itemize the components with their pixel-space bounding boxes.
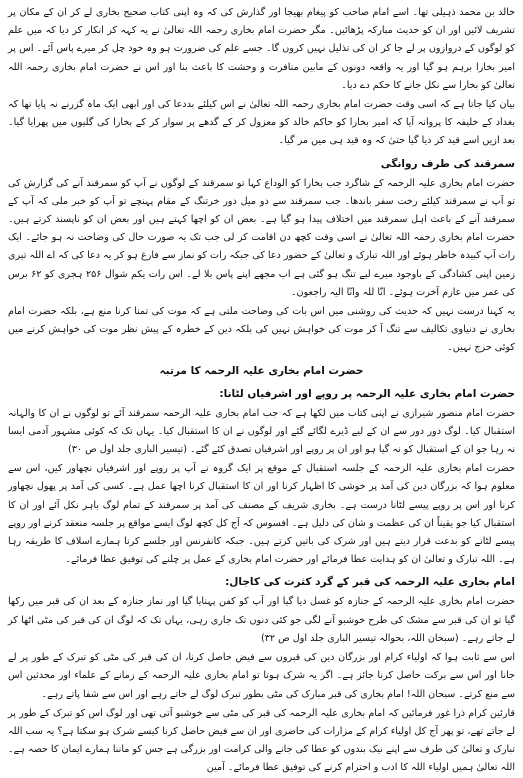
paragraph-6: حضرت امام بخاری علیہ الرحمہ کے جلسہ استقبال کے موقع پر ایک گروہ نے آپ پر روپے اور اشرفیاں نچھاور کیں، اس سے معلوم ہوا کہ بزرگان دین کی آمد پر خوشی کا اظہار کرنا اور ان کا استقبال کرنا اچھا عمل ہے۔ کسی کی آمد پر پھول نچھاور کرنا اور اس پر روپے پیسے لٹانا درست ہے۔ بخاری شریف کے مصنف کی آمد پر سمرقند کے تمام لوگ باہر نکل آئے اور ان کا استقبال کیا جو یقیناً ان کی عظمت و شان کی دلیل ہے۔ افسوس کہ آج کل کچھ لوگ ایسے مواقع پر جلسہ منعقد کرنے اور روپے پیسے لٹانے کو بدعت قرار دیتے ہیں اور شرک کی باتیں کرتے ہیں۔ جبکہ کانفرنس اور جلسے کرنا ہمارے اسلاف کا طریقہ رہا ہے۔ اللہ تبارک و تعالیٰ ان کو ہدایت عطا فرمائے اور حضرت امام بخاری کے عمل پر چلنے کی توفیق عطا فرمائے۔ <box>8 463 515 566</box>
paragraph-7: حضرت امام بخاری علیہ الرحمہ کے جنازہ کو غسل دیا گیا اور آپ کو کفن پہنایا گیا اور نماز جنازہ کے بعد ان کی قبر میں رکھا گیا تو ان کی قبر سے مشک کی طرح خوشبو آنے لگی جو کئی دنوں تک جاری رہی، یہاں تک کہ لوگ ان کی قبر کی مٹی اٹھا کر لے جاتے رہے۔ (سبحان اللہ، بحوالہ تیسیر الباری جلد اول ص ۳۲) <box>8 596 515 644</box>
paragraph-9: قارئین کرام ذرا غور فرمائیں کہ امام بخاری علیہ الرحمہ کی قبر کی مٹی سے خوشبو آتی تھی اور لوگ اس کو تبرک کے طور پر لے جاتے تھے، تو پھر آج کل اولیاء کرام کے مزارات کی حاضری اور ان سے فیض حاصل کرنا کیسے شرک ہو سکتا ہے؟ یہ سب اللہ تبارک و تعالیٰ کی طرف سے اپنے نیک بندوں کو عطا کی جانے والی کرامت اور بزرگی ہے جس کو ماننا ہمارے ایمان کا حصہ ہے۔ اللہ تعالیٰ ہمیں اولیاء اللہ کا ادب و احترام کرنے کی توفیق عطا فرمائے۔ آمین <box>8 707 515 774</box>
paragraph-3: حضرت امام بخاری علیہ الرحمہ کے شاگرد جب بخارا کو الوداع کہا تو سمرقند کے لوگوں نے آپ کو سمرقند آنے کی گزارش کی تو آپ نے سمرقند کیلئے رخت سفر باندھا۔ جب سمرقند سے دو میل دور خرتنگ کے مقام پہنچے تو آپ کو خبر ملی کہ آپ کے سمرقند آنے کے باعث اہل سمرقند میں اختلاف پیدا ہو گیا ہے۔ بعض ان کو اچھا کہتے ہیں اور بعض ان کو ناپسند کرتے ہیں۔ حضرت امام بخاری رحمہ اللہ تعالیٰ نے اسی وقت کچھ دن اقامت کر لی جب تک یہ صورت حال کی وضاحت نہ ہو جائے۔ ایک رات آپ کبیدہ خاطر ہوئے اور اللہ تبارک و تعالیٰ کے حضور دعا کی جبکہ رات کو نماز سے فارغ ہو کر یہ دعا کی کہ اے اللہ تیری زمین اپنی کشادگی کے باوجود میرے لیے تنگ ہو گئی ہے اب مجھے اپنے پاس بلا لے۔ اس رات یکم شوال ۲۵۶ ہجری کو ۶۲ برس کی عمر میں عازم آخرت ہوئے۔ انّا للہ وانّا الیہ راجعون۔ <box>8 177 515 298</box>
paragraph-8: اس سے ثابت ہوا کہ اولیاء کرام اور بزرگان دین کی قبروں سے فیض حاصل کرنا، ان کی قبر کی مٹی کو تبرک کے طور پر لے جانا اور اس سے برکت حاصل کرنا جائز ہے۔ اگر یہ شرک ہوتا تو امام بخاری علیہ الرحمہ کے زمانے کے علماء اور محدثین اس سے منع کرتے۔ سبحان اللہ! امام بخاری کی قبر مبارک کی مٹی بطور تبرک لوگ لے جاتے رہے اور اس سے شفا پاتے رہے۔ <box>8 652 515 700</box>
heading-samarkand: سمرقند کی طرف روانگی <box>380 157 515 170</box>
heading-rank: حضرت امام بخاری علیہ الرحمہ کا مرتبہ <box>159 364 364 377</box>
paragraph-1: خالد بن محمد ذہیلی تھا۔ اسے امام صاحب کو پیغام بھیجا اور گذارش کی کہ وہ اپنی کتاب صحیح بخاری لے کر ان کے مکان پر تشریف لائیں اور ان کو حدیث مبارکہ پڑھائیں۔ مگر حضرت امام بخاری رحمہ اللہ تعالیٰ نے یہ کہہ کر انکار کر دیا کہ میں علم کو لوگوں کے دروازوں پر لے جا کر ان کی تذلیل نہیں کروں گا۔ جسے علم کی ضرورت ہو وہ خود چل کر میرے پاس آئے۔ اس پر امیر بخارا برہم ہو گیا اور یہ واقعہ دونوں کے مابین منافرت و وحشت کا باعث بنا اور اس نے حضرت امام بخاری رحمہ اللہ تعالیٰ کو بخارا سے نکل جانے کا حکم دے دیا۔ <box>8 7 515 91</box>
paragraph-2: بیان کیا جاتا ہے کہ اسی وقت حضرت امام بخاری رحمہ اللہ تعالیٰ نے اس کیلئے بددعا کی اور ابھی ایک ماہ گزرنے نہ پایا تھا کہ بغداد کے خلیفہ کا پروانہ آیا کہ امیر بخارا کو حاکم خالد کو معزول کر کے گدھے پر سوار کر کے بخارا کی گلیوں میں پھرایا گیا۔ بعد ازیں اسے قید کر دیا گیا حتیٰ کہ وہ قید ہی میں مر گیا۔ <box>8 99 515 147</box>
heading-reception: حضرت امام بخاری علیہ الرحمہ پر روپے اور اشرفیاں لٹانا: <box>219 387 515 400</box>
document-page <box>8 4 515 774</box>
paragraph-4: یہ کہنا درست نہیں کہ حدیث کی روشنی میں اس بات کی وضاحت ملتی ہے کہ موت کی تمنا کرنا منع ہے، بلکہ حضرت امام بخاری نے دنیاوی تکالیف سے تنگ آ کر موت کی خواہش نہیں کی بلکہ دین کے خطرہ کے پیش نظر موت کی خواہش کرنے میں کوئی حرج نہیں۔ <box>8 306 515 354</box>
paragraph-5: حضرت امام منصور شیرازی نے اپنی کتاب میں لکھا ہے کہ جب امام بخاری علیہ الرحمہ سمرقند آئے تو لوگوں نے ان کا والہانہ استقبال کیا۔ لوگ دور دور سے ان کے لیے ڈیرے لگائے گئے اور لوگوں نے ان کا استقبال کیا۔ یہاں تک کہ کوئی مشہور آدمی ایسا نہ رہا جو ان کے استقبال کو نہ گیا ہو اور ان پر روپے اور اشرفیاں تصدق کئے گئے۔ (تیسیر الباری جلد اول ص ۳۰) <box>8 407 515 456</box>
heading-grave: امام بخاری علیہ الرحمہ کی قبر کے گرد کثرت کی کاجال: <box>225 576 515 589</box>
